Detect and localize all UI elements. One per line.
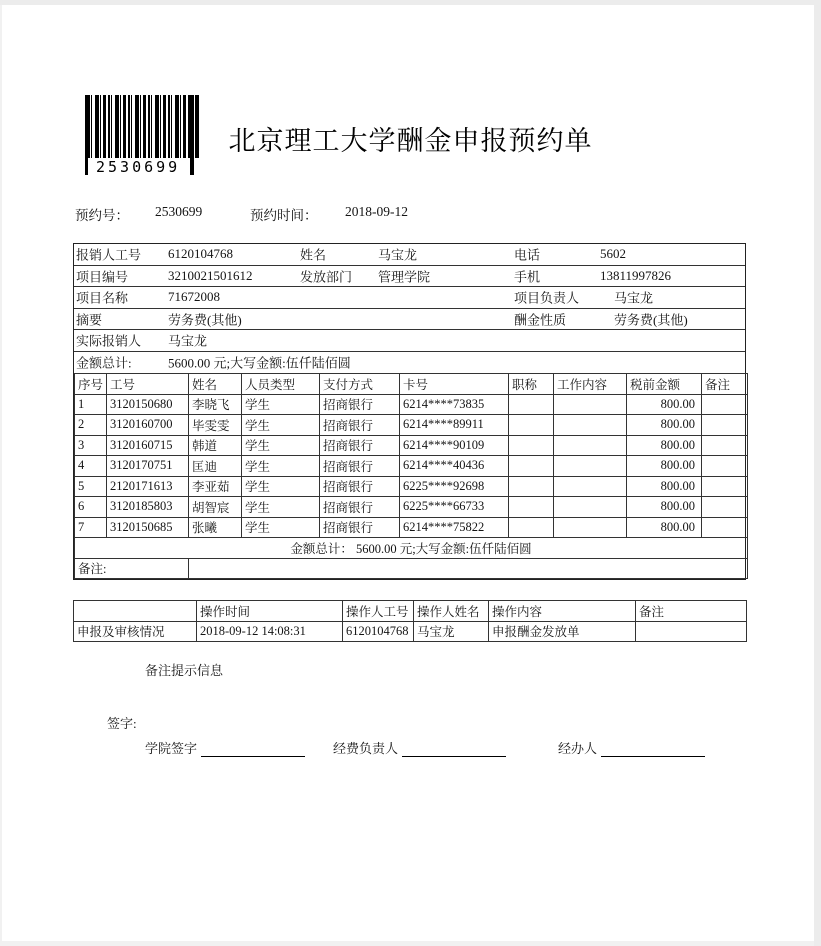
cell xyxy=(509,394,554,415)
table-row xyxy=(75,415,748,436)
cell: 3120150680 xyxy=(107,394,189,415)
cell xyxy=(509,415,554,436)
cell xyxy=(554,456,627,477)
table-row xyxy=(75,394,748,415)
cell: 3120185803 xyxy=(107,497,189,518)
cell xyxy=(702,456,748,477)
column-header: 卡号 xyxy=(400,374,509,395)
field-label: 报销人工号 xyxy=(76,247,142,263)
cell: 6214****89911 xyxy=(400,415,509,436)
column-header: 操作内容 xyxy=(489,601,636,622)
cell: 李晓飞 xyxy=(189,394,242,415)
field-label: 手机 xyxy=(514,269,541,285)
cell: 学生 xyxy=(242,394,320,415)
cell: 招商银行 xyxy=(320,476,400,497)
cell xyxy=(554,517,627,538)
cell: 3 xyxy=(75,435,107,456)
cell xyxy=(554,394,627,415)
cell: 学生 xyxy=(242,456,320,477)
cell: 2120171613 xyxy=(107,476,189,497)
reservation-line xyxy=(0,204,821,224)
column-header: 序号 xyxy=(75,374,107,395)
cell: 6214****40436 xyxy=(400,456,509,477)
column-header: 人员类型 xyxy=(242,374,320,395)
operations-header-row xyxy=(74,601,747,622)
info-row-project-name xyxy=(74,287,745,309)
cell: 6214****73835 xyxy=(400,394,509,415)
column-header: 税前金额 xyxy=(627,374,702,395)
table-row xyxy=(75,476,748,497)
cell xyxy=(702,497,748,518)
cell: 800.00 xyxy=(627,497,702,518)
field-value: 劳务费(其他) xyxy=(614,312,688,328)
signature-funds-owner xyxy=(333,738,506,757)
field-label: 电话 xyxy=(514,247,541,263)
cell: 毕雯雯 xyxy=(189,415,242,436)
field-label: 酬金性质 xyxy=(514,312,567,328)
cell xyxy=(554,435,627,456)
table-row xyxy=(75,517,748,538)
cell: 800.00 xyxy=(627,456,702,477)
cell: 3120170751 xyxy=(107,456,189,477)
column-header: 支付方式 xyxy=(320,374,400,395)
field-value: 劳务费(其他) xyxy=(168,312,242,328)
field-label: 金额总计: xyxy=(76,355,132,371)
operations-data-row xyxy=(74,621,747,642)
grand-total-row xyxy=(75,538,748,559)
signature-college-label: 学院签字 xyxy=(145,741,198,756)
reservation-number: 2530699 xyxy=(155,204,203,219)
cell: 胡智宸 xyxy=(189,497,242,518)
field-label: 摘要 xyxy=(76,312,103,328)
signature-line xyxy=(601,741,705,757)
cell: 800.00 xyxy=(627,415,702,436)
cell: 招商银行 xyxy=(320,456,400,477)
column-header: 操作时间 xyxy=(197,601,343,622)
cell: 4 xyxy=(75,456,107,477)
cell: 3120160715 xyxy=(107,435,189,456)
field-value: 3210021501612 xyxy=(168,267,253,283)
cell: 2 xyxy=(75,415,107,436)
operations-section xyxy=(73,600,746,642)
column-header: 姓名 xyxy=(189,374,242,395)
cell xyxy=(554,476,627,497)
field-label: 项目负责人 xyxy=(514,290,580,306)
table-row xyxy=(75,497,748,518)
column-header: 备注 xyxy=(636,601,747,622)
field-label: 项目编号 xyxy=(76,269,129,285)
cell: 1 xyxy=(75,394,107,415)
field-label: 姓名 xyxy=(300,247,327,263)
cell: 3120160700 xyxy=(107,415,189,436)
field-value: 6120104768 xyxy=(168,246,233,262)
signature-college xyxy=(145,738,305,757)
remark-value xyxy=(189,558,748,579)
cell: 800.00 xyxy=(627,435,702,456)
cell: 马宝龙 xyxy=(414,621,489,642)
remark-label: 备注: xyxy=(75,558,189,579)
cell: 800.00 xyxy=(627,517,702,538)
cell xyxy=(702,476,748,497)
cell: 学生 xyxy=(242,415,320,436)
cell: 韩道 xyxy=(189,435,242,456)
cell xyxy=(702,415,748,436)
salary-table xyxy=(74,373,748,579)
column-header xyxy=(74,601,197,622)
cell: 学生 xyxy=(242,497,320,518)
cell: 5 xyxy=(75,476,107,497)
cell: 6225****66733 xyxy=(400,497,509,518)
cell: 学生 xyxy=(242,517,320,538)
field-value: 71672008 xyxy=(168,289,220,305)
grand-total-text: 金额总计： 5600.00 元;大写金额:伍仟陆佰圆 xyxy=(75,538,748,559)
cell xyxy=(509,517,554,538)
column-header: 操作人姓名 xyxy=(414,601,489,622)
page-title: 北京理工大学酬金申报预约单 xyxy=(228,126,593,156)
salary-table-header-row xyxy=(75,374,748,395)
cell xyxy=(509,456,554,477)
signature-section-label: 签字: xyxy=(107,716,137,731)
cell: 张曦 xyxy=(189,517,242,538)
field-value: 马宝龙 xyxy=(378,247,418,263)
signature-row xyxy=(0,738,821,762)
cell: 李亚茹 xyxy=(189,476,242,497)
column-header: 备注 xyxy=(702,374,748,395)
cell: 招商银行 xyxy=(320,415,400,436)
cell: 6 xyxy=(75,497,107,518)
cell xyxy=(554,415,627,436)
field-value: 5600.00 元;大写金额:伍仟陆佰圆 xyxy=(168,355,351,371)
signature-line xyxy=(402,741,506,757)
field-label: 发放部门 xyxy=(300,269,353,285)
column-header: 操作人工号 xyxy=(343,601,414,622)
cell: 7 xyxy=(75,517,107,538)
barcode-number: 2530699 xyxy=(96,158,181,176)
cell xyxy=(509,497,554,518)
field-value: 5602 xyxy=(600,246,626,262)
reservation-time-label: 预约时间： xyxy=(250,208,318,223)
operations-row-label: 申报及审核情况 xyxy=(74,621,197,642)
info-row-payee xyxy=(74,244,745,266)
cell: 800.00 xyxy=(627,476,702,497)
main-form-block xyxy=(73,243,746,580)
cell: 招商银行 xyxy=(320,517,400,538)
cell: 学生 xyxy=(242,476,320,497)
cell: 800.00 xyxy=(627,394,702,415)
info-row-total xyxy=(74,352,745,374)
field-value: 马宝龙 xyxy=(168,333,208,349)
column-header: 工号 xyxy=(107,374,189,395)
operations-table xyxy=(73,600,747,642)
cell xyxy=(702,517,748,538)
field-label: 实际报销人 xyxy=(76,333,142,349)
cell xyxy=(509,476,554,497)
note-hint-text: 备注提示信息 xyxy=(145,663,224,678)
cell xyxy=(509,435,554,456)
cell xyxy=(702,435,748,456)
cell: 3120150685 xyxy=(107,517,189,538)
cell: 6225****92698 xyxy=(400,476,509,497)
remark-row xyxy=(75,558,748,579)
cell xyxy=(636,621,747,642)
signature-handler-label: 经办人 xyxy=(558,741,598,756)
signature-funds-label: 经费负责人 xyxy=(333,741,399,756)
cell: 2018-09-12 14:08:31 xyxy=(197,621,343,642)
table-row xyxy=(75,456,748,477)
cell: 6120104768 xyxy=(343,621,414,642)
reservation-time: 2018-09-12 xyxy=(345,204,408,219)
cell: 学生 xyxy=(242,435,320,456)
table-row xyxy=(75,435,748,456)
column-header: 职称 xyxy=(509,374,554,395)
signature-handler xyxy=(558,738,705,757)
info-row-actual-payee xyxy=(74,330,745,352)
field-label: 项目名称 xyxy=(76,290,129,306)
info-row-project xyxy=(74,266,745,288)
cell: 6214****75822 xyxy=(400,517,509,538)
cell: 招商银行 xyxy=(320,435,400,456)
cell: 招商银行 xyxy=(320,497,400,518)
field-value: 13811997826 xyxy=(600,267,672,283)
cell xyxy=(702,394,748,415)
salary-rows xyxy=(75,394,748,538)
cell: 匡迪 xyxy=(189,456,242,477)
reservation-number-label: 预约号： xyxy=(75,208,129,223)
cell: 招商银行 xyxy=(320,394,400,415)
field-value: 马宝龙 xyxy=(614,290,654,306)
cell: 6214****90109 xyxy=(400,435,509,456)
cell: 申报酬金发放单 xyxy=(489,621,636,642)
column-header: 工作内容 xyxy=(554,374,627,395)
signature-line xyxy=(201,741,305,757)
info-row-summary xyxy=(74,309,745,331)
field-value: 管理学院 xyxy=(378,269,431,285)
cell xyxy=(554,497,627,518)
